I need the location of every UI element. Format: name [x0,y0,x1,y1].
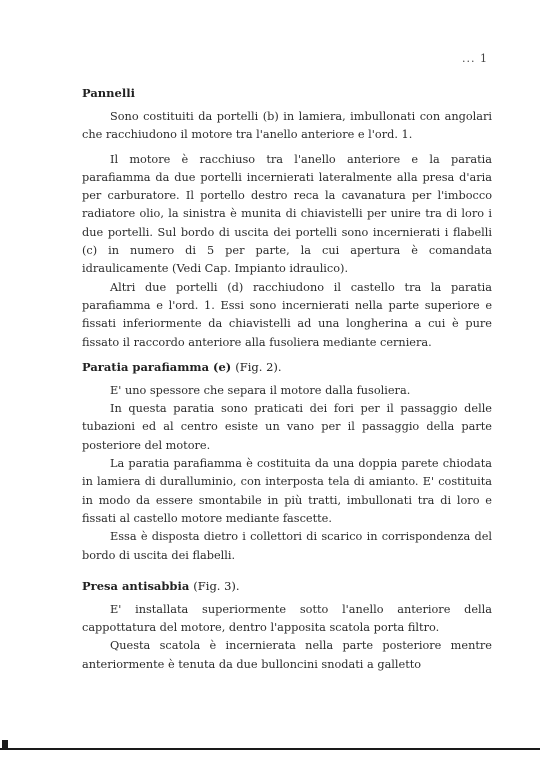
section-heading-paratia [82,358,492,376]
figure-reference-2: (Fig. 2). [235,359,282,374]
paragraph-pannelli-2: Il motore è racchiuso tra l'anello anteriore e la paratia parafiamma da due portelli incernierati lateralmente alla presa d'aria per carburatore. Il portello destro reca la cavanatura per l'imbocco radiatore olio, la sinistra è munita di chiavistelli per unire tra di loro i due portelli. Sul bordo di uscita dei portelli sono incernierati i flabelli (c) in numero di 5 per parte, la cui apertura è comandata idraulicamente (Vedi Cap. Impianto idraulico). [82,152,492,276]
section-heading-presa [82,577,492,595]
paragraph-presa-2: Questa scatola è incernierata nella parte posteriore mentre anteriormente è tenuta da due bulloncini snodati a galletto [82,639,492,671]
paragraph-paratia-4: Essa è disposta dietro i collettori di scarico in corrispondenza del bordo di uscita dei flabelli. [82,530,492,562]
paragraph-paratia-1: E' uno spessore che separa il motore dalla fusoliera. [110,383,411,397]
paragraph-pannelli-1: Sono costituiti da portelli (b) in lamiera, imbullonati con angolari che racchiudono il motore tra l'anello anteriore e l'ord. 1. [82,110,492,142]
document-body [82,84,492,674]
paragraph-paratia-2: In questa paratia sono praticati dei fori per il passaggio delle tubazioni ed al centro esiste un vano per il passaggio della parte posteriore del motore. [82,402,492,452]
scan-bottom-edge [0,748,540,750]
paragraph-presa-1: E' installata superiormente sotto l'anello anteriore della cappottatura del motore, dentro l'apposita scatola porta filtro. [82,602,492,635]
scan-corner-mark [2,740,8,749]
paragraph-paratia-3: La paratia parafiamma è costituita da una doppia parete chiodata in lamiera di duralluminio, con interposta tela di amianto. E' costituita in modo da essere smontabile in più tratti, imbullonati tra di loro e fissati al castello motore mediante fascette. [82,457,492,525]
section-heading-paratia-title: Paratia parafiamma (e) [82,359,232,374]
paragraph-pannelli-3: Altri due portelli (d) racchiudono il castello tra la paratia parafiamma e l'ord. 1. Essi sono incernierati nella parte superiore e fissati inferiormente da chiavistelli ad una longherina a cui è pure fissato il raccordo anteriore alla fusoliera mediante cerniera. [82,280,492,349]
section-heading-presa-title: Presa antisabbia [82,578,190,593]
figure-reference-3: (Fig. 3). [193,578,240,593]
page-number: ... 1 [462,52,488,65]
section-heading-pannelli: Pannelli [82,86,135,100]
